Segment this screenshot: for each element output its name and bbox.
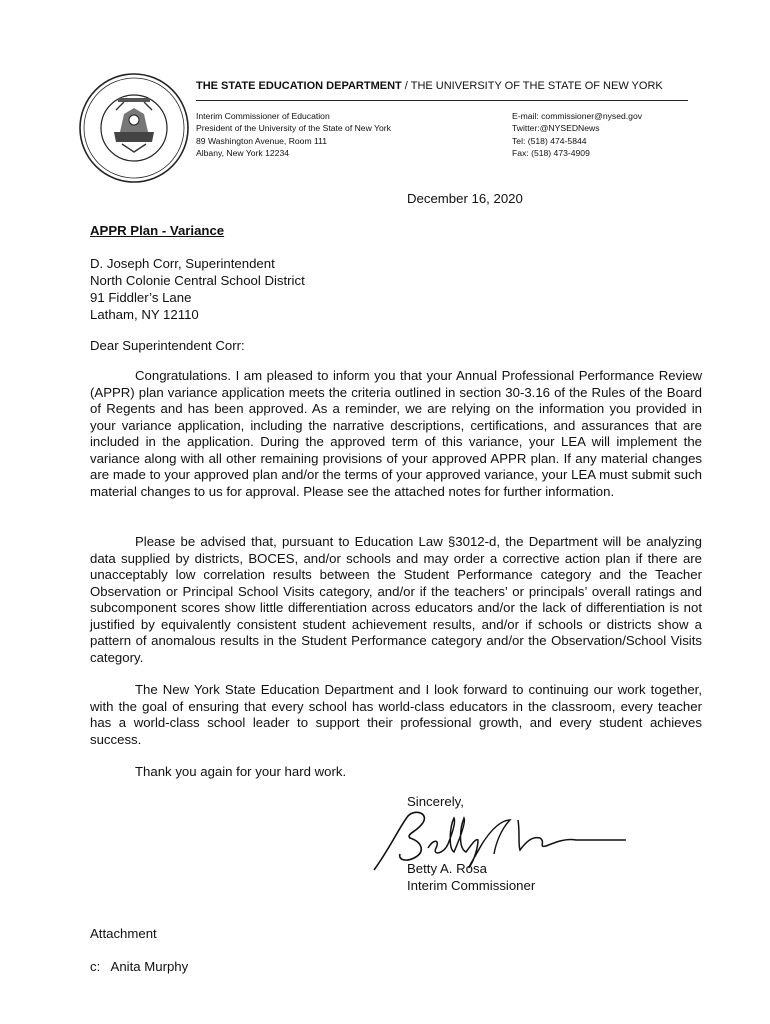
- attachment-note: Attachment: [90, 926, 157, 941]
- body-paragraph: Congratulations. I am pleased to inform you that your Annual Professional Performance Review (APPR) plan variance application meets the criteria outlined in section 30-3.16 of the Rules of the Board of Regents and has been approved. As a reminder, we are relying on the information you provided in your variance application, including the narrative descriptions, certifications, and assurances that are included in the application. During the approved term of this variance, your LEA will implement the variance along with all other remaining provisions of your approved APPR plan. If any material changes are made to your approved plan and/or the terms of your approved variance, your LEA must submit such material changes to us for approval. Please see the attached notes for further information.: [90, 368, 702, 499]
- recipient-address: [90, 255, 305, 323]
- salutation: Dear Superintendent Corr:: [90, 338, 245, 353]
- office-line: Albany, New York 12234: [196, 147, 290, 158]
- university-name: THE UNIVERSITY OF THE STATE OF NEW YORK: [410, 80, 663, 92]
- office-line: 89 Washington Avenue, Room 111: [196, 135, 328, 146]
- department-name: THE STATE EDUCATION DEPARTMENT: [196, 80, 402, 92]
- office-line: President of the University of the State of New York: [196, 123, 391, 134]
- office-line: Interim Commissioner of Education: [196, 111, 330, 121]
- letterhead-divider: [196, 100, 688, 101]
- recipient-line: North Colonie Central School District: [90, 273, 305, 288]
- letter-date: December 16, 2020: [407, 191, 523, 206]
- recipient-line: D. Joseph Corr, Superintendent: [90, 256, 275, 271]
- contact-fax: Fax: (518) 473-4909: [512, 147, 590, 158]
- signer-title: Interim Commissioner: [407, 878, 536, 893]
- contact-block: [512, 110, 642, 159]
- contact-phone: Tel: (518) 474-5844: [512, 135, 587, 146]
- signer-name: Betty A. Rosa: [407, 861, 487, 876]
- office-address-block: [196, 110, 391, 159]
- title-separator: /: [401, 80, 411, 92]
- closing: Sincerely,: [407, 794, 464, 809]
- body-paragraph: Please be advised that, pursuant to Education Law §3012-d, the Department will be analyzing data supplied by districts, BOCES, and/or schools and may order a corrective action plan if there are unacceptably low correlation results between the Student Performance category and the Teacher Observation or Principal School Visits category, and/or if the teachers’ or principals’ overall ratings and subcomponent scores show little differentiation across educators and/or the lack of differentiation is not justified by equivalently consistent student achievement results, and/or if schools or districts show a pattern of anomalous results in the Student Performance category and/or the Observation/School Visits category.: [90, 534, 702, 665]
- recipient-line: 91 Fiddler’s Lane: [90, 290, 192, 305]
- body-paragraph: The New York State Education Department and I look forward to continuing our work together, with the goal of ensuring that every school has world-class educators in the classroom, every teacher has a world-class school leader to support their professional growth, and every student achieves success.: [90, 682, 702, 747]
- contact-twitter: Twitter:@NYSEDNews: [512, 123, 600, 134]
- cc-line: c: Anita Murphy: [90, 959, 189, 974]
- body-paragraph: Thank you again for your hard work.: [135, 764, 347, 779]
- recipient-line: Latham, NY 12110: [90, 307, 199, 322]
- letter-subject: APPR Plan - Variance: [90, 223, 225, 238]
- letterhead-title: [196, 80, 716, 92]
- state-seal-logo: [78, 72, 190, 184]
- contact-email: E-mail: commissioner@nysed.gov: [512, 111, 643, 121]
- signer-block: [407, 860, 535, 894]
